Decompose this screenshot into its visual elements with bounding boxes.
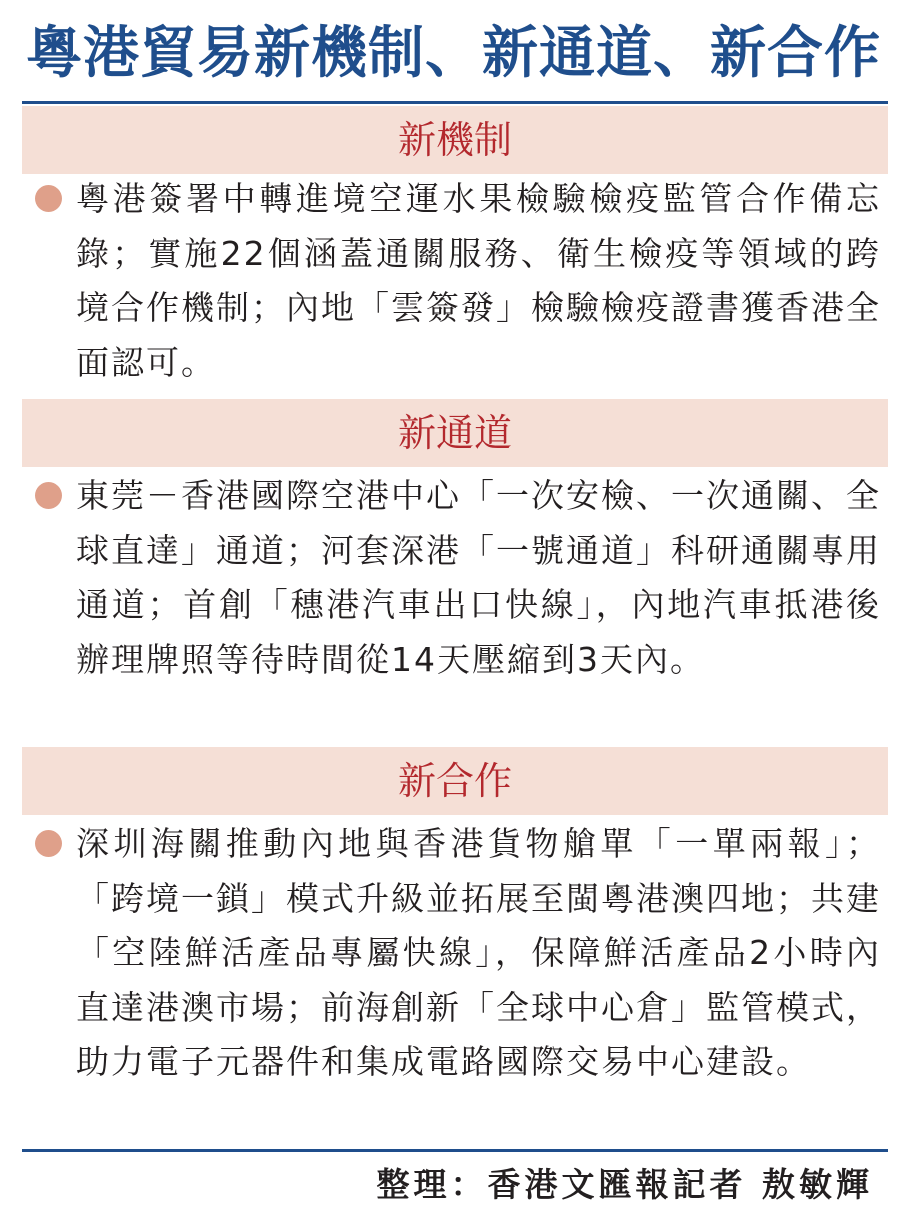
top-divider <box>22 101 888 104</box>
bottom-divider <box>22 1149 888 1152</box>
section-heading-channel: 新通道 <box>22 399 888 467</box>
bullet-dot-icon <box>35 482 62 509</box>
section-heading-mechanism: 新機制 <box>22 106 888 174</box>
page-title: 粵港貿易新機制、新通道、新合作 <box>26 21 881 86</box>
bullet-dot-icon <box>35 830 62 857</box>
bullet-dot-icon <box>35 185 62 212</box>
reporter-credit: 整理：香港文匯報記者 敖敏輝 <box>376 1165 873 1204</box>
section-body-mechanism: 粵港簽署中轉進境空運水果檢驗檢疫監管合作備忘錄；實施22個涵蓋通關服務、衛生檢疫等領域的跨境合作機制；內地「雲簽發」檢驗檢疫證書獲香港全面認可。 <box>76 179 881 382</box>
section-heading-cooperation: 新合作 <box>22 747 888 815</box>
section-body-channel: 東莞－香港國際空港中心「一次安檢、一次通關、全球直達」通道；河套深港「一號通道」科研通關專用通道；首創「穗港汽車出口快線」，內地汽車抵港後辦理牌照等待時間從14天壓縮到3天內。 <box>76 476 881 679</box>
section-body-cooperation: 深圳海關推動內地與香港貨物艙單「一單兩報」；「跨境一鎖」模式升級並拓展至閩粵港澳四地；共建「空陸鮮活產品專屬快線」，保障鮮活產品2小時內直達港澳市場；前海創新「全球中心倉」監管模式，助力電子元器件和集成電路國際交易中心建設。 <box>76 824 881 1081</box>
